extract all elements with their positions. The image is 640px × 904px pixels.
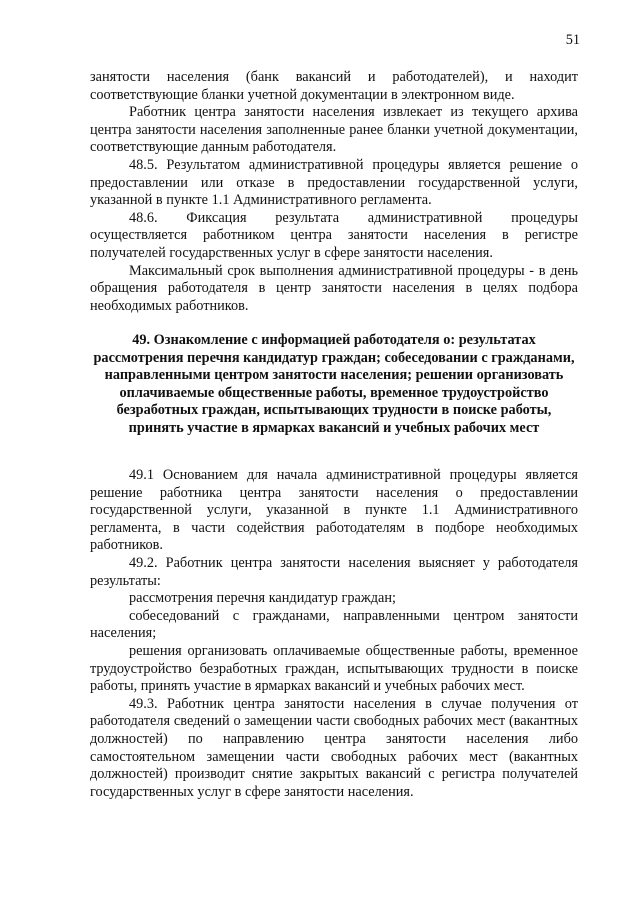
page-number: 51 [565,32,580,48]
list-item: решения организовать оплачиваемые общественные работы, временное трудоустройство безработных граждан, испытывающих трудности в поиске работы, принять участие в ярмарках вакансий и учебных рабочих мест. [90,642,578,695]
paragraph-49-3: 49.3. Работник центра занятости населения в случае получения от работодателя сведений о замещении части свободных рабочих мест (вакантных должностей) по направлению центра занятости населения либо самостоятельном замещении части свободных рабочих мест (вакантных должностей) производит снятие закрытых вакансий с регистра получателей государственных услуг в сфере занятости населения. [90,695,578,800]
paragraph-49-1: 49.1 Основанием для начала административной процедуры является решение работника центра занятости населения о предоставлении государственной услуги, указанной в пункте 1.1 Административного регламента, в части содействия работодателям в подборе необходимых работников. [90,467,578,554]
list-item: рассмотрения перечня кандидатур граждан; [129,590,396,607]
paragraph: Работник центра занятости населения извлекает из текущего архива центра занятости населения заполненные ранее бланки учетной документации, соответствующие данным работодателя. [90,104,578,156]
paragraph: Максимальный срок выполнения административной процедуры - в день обращения работодателя в центр занятости населения в целях подбора необходимых работников. [90,262,578,314]
top-text-block [90,69,578,315]
paragraph-49-2: 49.2. Работник центра занятости населения выясняет у работодателя результаты: [90,554,578,589]
paragraph-48-5: 48.5. Результатом административной процедуры является решение о предоставлении или отказе в предоставлении государственной услуги, указанной в пункте 1.1 Административного регламента. [90,156,578,209]
bottom-text-block [90,467,578,801]
paragraph-48-6: 48.6. Фиксация результата административной процедуры осуществляется работником центра занятости населения в регистре получателей государственных услуг в сфере занятости населения. [90,209,578,261]
paragraph: занятости населения (банк вакансий и работодателей), и находит соответствующие бланки учетной документации в электронном виде. [90,69,578,103]
list-item: собеседований с гражданами, направленными центром занятости населения; [90,607,578,642]
section-heading-49: 49. Ознакомление с информацией работодателя о: результатах рассмотрения перечня кандидатур граждан; собеседовании с гражданами, направленными центром занятости населения; решении организовать оплачиваемые общественные работы, временное трудоустройство безработных граждан, испытывающих трудности в поиске работы, принять участие в ярмарках вакансий и учебных рабочих мест [93,332,575,436]
